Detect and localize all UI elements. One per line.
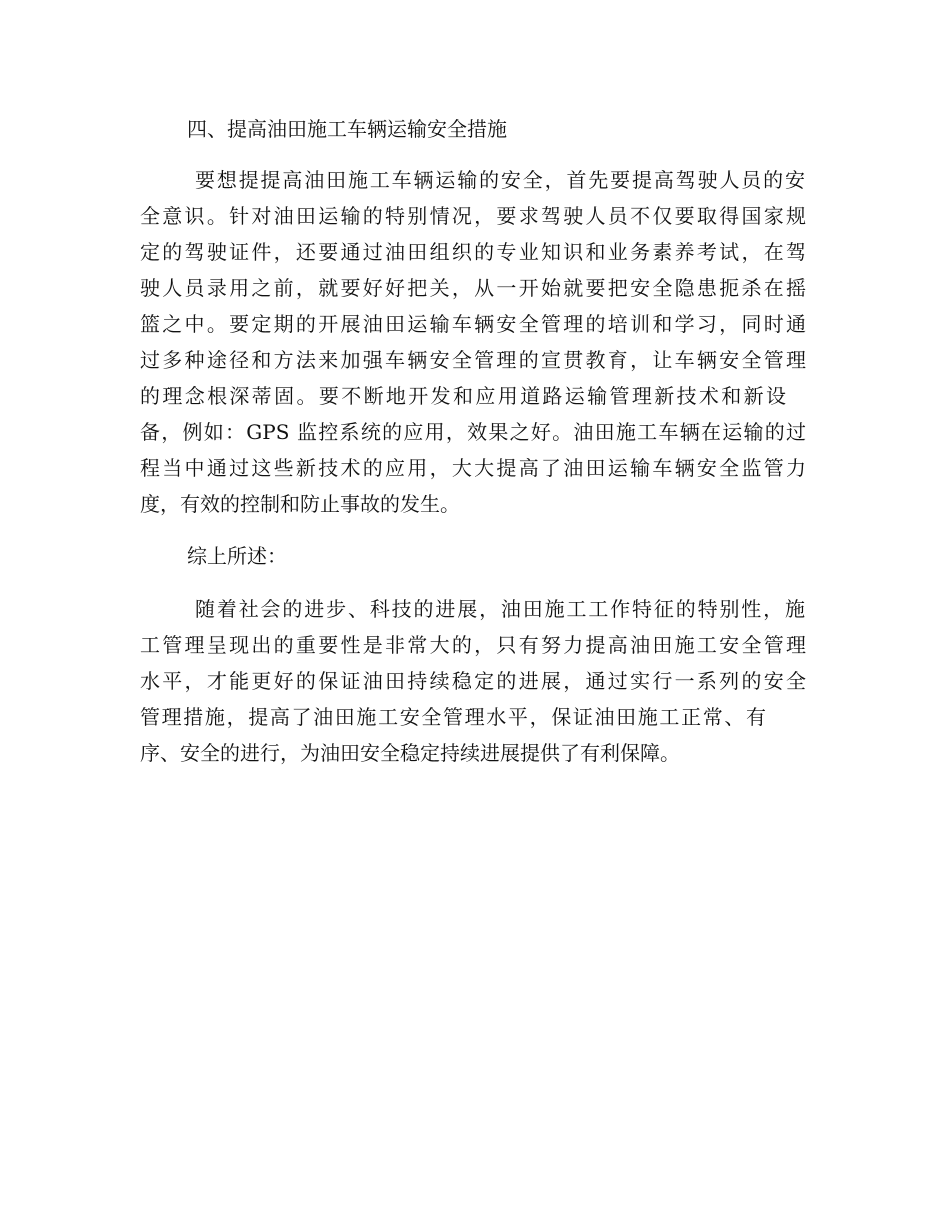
paragraph-line-text: 驶人员录用之前，就要好好把关，从一开始就要把安全隐患扼杀在摇 [140,276,806,300]
paragraph-line [195,597,805,621]
paragraph-line [140,348,806,372]
paragraph-line [140,669,806,693]
paragraph-line-text: 序、安全的进行，为油田安全稳定持续进展提供了有利保障。 [140,741,680,765]
summary-heading: 综上所述： [187,544,287,568]
paragraph-line [195,168,805,192]
paragraph-line-text: 全意识。针对油田运输的特别情况，要求驾驶人员不仅要取得国家规 [140,204,806,228]
paragraph-line [140,204,806,228]
paragraph-line-text: 程当中通过这些新技术的应用，大大提高了油田运输车辆安全监管力 [140,456,806,480]
paragraph-line-text: 备，例如：GPS 监控系统的应用，效果之好。油田施工车辆在运输的过 [140,420,806,444]
paragraph-line-text: 要想提提高油田施工车辆运输的安全，首先要提高驾驶人员的安 [195,168,805,192]
paragraph-line-text: 过多种途径和方法来加强车辆安全管理的宣贯教育，让车辆安全管理 [140,348,806,372]
paragraph-line [140,312,806,336]
paragraph-line-text: 水平，才能更好的保证油田持续稳定的进展，通过实行一系列的安全 [140,669,806,693]
paragraph-line [140,741,680,765]
paragraph-line-text: 随着社会的进步、科技的进展，油田施工工作特征的特别性，施 [195,597,805,621]
paragraph-line-text: 工管理呈现出的重要性是非常大的，只有努力提高油田施工安全管理 [140,633,806,657]
section-heading: 四、提高油田施工车辆运输安全措施 [187,117,507,141]
paragraph-line [140,705,766,729]
paragraph-line-text: 度，有效的控制和防止事故的发生。 [140,492,460,516]
paragraph-line-text: 管理措施，提高了油田施工安全管理水平，保证油田施工正常、有 [140,705,766,729]
paragraph-line [140,633,806,657]
paragraph-line [140,384,786,408]
paragraph-line-text: 定的驾驶证件，还要通过油田组织的专业知识和业务素养考试，在驾 [140,240,806,264]
paragraph-line [140,240,806,264]
paragraph-line [140,456,806,480]
paragraph-line [140,276,806,300]
paragraph-line [140,420,806,444]
paragraph-line-text: 篮之中。要定期的开展油田运输车辆安全管理的培训和学习，同时通 [140,312,806,336]
paragraph-line [140,492,460,516]
paragraph-line-text: 的理念根深蒂固。要不断地开发和应用道路运输管理新技术和新设 [140,384,786,408]
